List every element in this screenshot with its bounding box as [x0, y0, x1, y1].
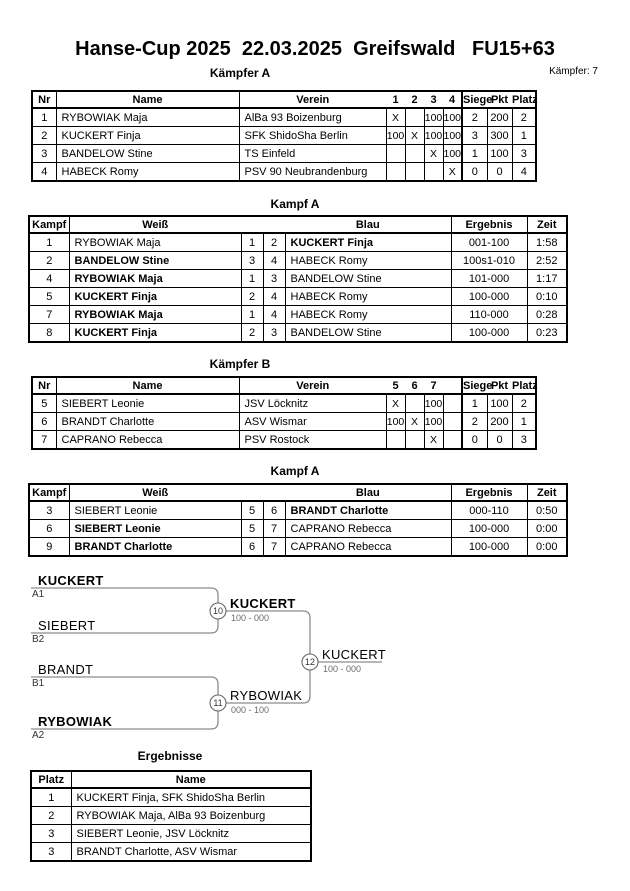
cell-kampf: 5 [29, 288, 69, 306]
cell-weiss-nr: 6 [241, 538, 263, 557]
table-row [31, 843, 311, 862]
col-header-weiss-nr [241, 216, 263, 233]
cell-pkt: 200 [487, 108, 512, 127]
cell-verein: JSV Löcknitz [239, 394, 386, 413]
cell-weiss-nr: 2 [241, 324, 263, 343]
cell-blau-nr: 7 [263, 520, 285, 538]
bracket-seed-label: B2 [32, 634, 45, 645]
cell-verein: AlBa 93 Boizenburg [239, 108, 386, 127]
cell-result-2 [405, 108, 424, 127]
cell-weiss-nr: 1 [241, 270, 263, 288]
col-header-ergebnis: Ergebnis [451, 484, 527, 501]
cell-name: BRANDT Charlotte [56, 413, 239, 431]
cell-blau-nr: 4 [263, 306, 285, 324]
col-header-6: 6 [405, 377, 424, 394]
results-header-row [31, 771, 311, 788]
cell-result-2 [405, 163, 424, 182]
col-header-3: 3 [424, 91, 443, 108]
cell-nr: 7 [32, 431, 56, 450]
section-title-results: Ergebnisse [137, 749, 203, 763]
col-header-weiss: Weiß [69, 484, 241, 501]
cell-zeit: 0:50 [527, 501, 567, 520]
cell-verein: TS Einfeld [239, 145, 386, 163]
cell-name: RYBOWIAK Maja [56, 108, 239, 127]
cell-name: KUCKERT Finja, SFK ShidoSha Berlin [71, 788, 311, 807]
cell-name: HABECK Romy [56, 163, 239, 182]
cell-platz: 1 [512, 413, 536, 431]
cell-kampf: 4 [29, 270, 69, 288]
col-header-siege: Siege [462, 91, 487, 108]
cell-platz: 2 [31, 807, 71, 825]
table-row [31, 825, 311, 843]
cell-result-6 [405, 394, 424, 413]
cell-result-1: 100 [386, 127, 405, 145]
cell-blau: CAPRANO Rebecca [285, 520, 451, 538]
cell-pkt: 0 [487, 163, 512, 182]
col-header-zeit: Zeit [527, 216, 567, 233]
cell-spacer [443, 431, 462, 450]
cell-kampf: 2 [29, 252, 69, 270]
section-title-matches-b: Kampf A [270, 464, 320, 478]
section-title-pool-b: Kämpfer B [209, 357, 271, 371]
cell-ergebnis: 110-000 [451, 306, 527, 324]
table-row [32, 127, 536, 145]
cell-platz: 2 [512, 394, 536, 413]
table-row [29, 501, 567, 520]
cell-result-3: X [424, 145, 443, 163]
cell-siege: 0 [462, 431, 487, 450]
cell-nr: 2 [32, 127, 56, 145]
cell-blau-nr: 4 [263, 252, 285, 270]
matches-a-header-row [29, 216, 567, 233]
cell-pkt: 0 [487, 431, 512, 450]
cell-name: BRANDT Charlotte, ASV Wismar [71, 843, 311, 862]
cell-siege: 1 [462, 145, 487, 163]
col-header-weiss-nr [241, 484, 263, 501]
bracket-semi2-winner: RYBOWIAK [230, 688, 303, 703]
cell-result-5: X [386, 394, 405, 413]
cell-result-7: 100 [424, 413, 443, 431]
cell-weiss: KUCKERT Finja [69, 288, 241, 306]
cell-nr: 4 [32, 163, 56, 182]
cell-result-1: X [386, 108, 405, 127]
cell-kampf: 7 [29, 306, 69, 324]
col-header-weiss: Weiß [69, 216, 241, 233]
col-header-blau: Blau [285, 216, 451, 233]
col-header-blau: Blau [285, 484, 451, 501]
cell-result-5 [386, 431, 405, 450]
table-row [29, 288, 567, 306]
table-row [31, 807, 311, 825]
pool-b-table [31, 376, 537, 450]
col-header-siege: Siege [462, 377, 487, 394]
cell-zeit: 2:52 [527, 252, 567, 270]
table-row [29, 306, 567, 324]
cell-ergebnis: 100-000 [451, 288, 527, 306]
cell-nr: 1 [32, 108, 56, 127]
cell-zeit: 0:00 [527, 538, 567, 557]
cell-kampf: 3 [29, 501, 69, 520]
cell-weiss: BRANDT Charlotte [69, 538, 241, 557]
cell-kampf: 8 [29, 324, 69, 343]
cell-name: CAPRANO Rebecca [56, 431, 239, 450]
table-row [29, 233, 567, 252]
bracket-slot-name: RYBOWIAK [38, 714, 113, 729]
cell-blau: BRANDT Charlotte [285, 501, 451, 520]
cell-verein: ASV Wismar [239, 413, 386, 431]
cell-platz: 3 [512, 145, 536, 163]
fighter-count: Kämpfer: 7 [549, 66, 598, 77]
col-header-platz: Platz [512, 377, 536, 394]
bracket-slot-name: SIEBERT [38, 618, 96, 633]
cell-kampf: 1 [29, 233, 69, 252]
table-row [32, 431, 536, 450]
matches-b-table [28, 483, 568, 557]
cell-result-4: 100 [443, 145, 462, 163]
col-header-spacer [443, 377, 462, 394]
cell-siege: 3 [462, 127, 487, 145]
col-header-pkt: Pkt [487, 91, 512, 108]
match-number: 12 [304, 657, 316, 667]
cell-blau-nr: 7 [263, 538, 285, 557]
col-header-zeit: Zeit [527, 484, 567, 501]
cell-weiss: SIEBERT Leonie [69, 520, 241, 538]
col-header-nr: Nr [32, 377, 56, 394]
col-header-2: 2 [405, 91, 424, 108]
cell-nr: 3 [32, 145, 56, 163]
col-header-platz: Platz [31, 771, 71, 788]
cell-ergebnis: 100-000 [451, 520, 527, 538]
cell-blau: BANDELOW Stine [285, 324, 451, 343]
cell-kampf: 6 [29, 520, 69, 538]
cell-name: SIEBERT Leonie, JSV Löcknitz [71, 825, 311, 843]
cell-ergebnis: 100-000 [451, 324, 527, 343]
cell-pkt: 300 [487, 127, 512, 145]
cell-siege: 0 [462, 163, 487, 182]
cell-weiss: RYBOWIAK Maja [69, 233, 241, 252]
cell-result-1 [386, 163, 405, 182]
pool-b-header-row [32, 377, 536, 394]
cell-name: SIEBERT Leonie [56, 394, 239, 413]
col-header-pkt: Pkt [487, 377, 512, 394]
cell-blau-nr: 6 [263, 501, 285, 520]
cell-weiss: SIEBERT Leonie [69, 501, 241, 520]
cell-result-5: 100 [386, 413, 405, 431]
cell-weiss-nr: 1 [241, 306, 263, 324]
cell-blau-nr: 4 [263, 288, 285, 306]
cell-pkt: 100 [487, 394, 512, 413]
cell-weiss: KUCKERT Finja [69, 324, 241, 343]
cell-ergebnis: 100s1-010 [451, 252, 527, 270]
cell-result-3: 100 [424, 127, 443, 145]
page-title: Hanse-Cup 2025 22.03.2025 Greifswald FU15+63 [75, 38, 555, 60]
cell-name: BANDELOW Stine [56, 145, 239, 163]
cell-siege: 2 [462, 413, 487, 431]
col-header-4: 4 [443, 91, 462, 108]
table-row [31, 788, 311, 807]
cell-result-2: X [405, 127, 424, 145]
cell-platz: 1 [31, 788, 71, 807]
cell-nr: 5 [32, 394, 56, 413]
cell-ergebnis: 001-100 [451, 233, 527, 252]
cell-weiss-nr: 3 [241, 252, 263, 270]
col-header-verein: Verein [239, 91, 386, 108]
table-row [32, 145, 536, 163]
cell-nr: 6 [32, 413, 56, 431]
cell-zeit: 1:17 [527, 270, 567, 288]
table-row [29, 270, 567, 288]
pool-a-table [31, 90, 537, 182]
cell-siege: 1 [462, 394, 487, 413]
bracket-slot-name: BRANDT [38, 662, 94, 677]
cell-blau: CAPRANO Rebecca [285, 538, 451, 557]
cell-zeit: 0:10 [527, 288, 567, 306]
cell-result-3: 100 [424, 108, 443, 127]
bracket-lines [0, 560, 630, 760]
cell-weiss-nr: 5 [241, 501, 263, 520]
cell-result-2 [405, 145, 424, 163]
cell-result-3 [424, 163, 443, 182]
cell-name: KUCKERT Finja [56, 127, 239, 145]
col-header-verein: Verein [239, 377, 386, 394]
cell-verein: PSV Rostock [239, 431, 386, 450]
cell-platz: 4 [512, 163, 536, 182]
cell-result-4: 100 [443, 108, 462, 127]
cell-blau-nr: 3 [263, 270, 285, 288]
table-row [32, 108, 536, 127]
bracket-seed-label: B1 [32, 678, 45, 689]
cell-platz: 1 [512, 127, 536, 145]
table-row [32, 394, 536, 413]
cell-weiss: BANDELOW Stine [69, 252, 241, 270]
cell-result-4: X [443, 163, 462, 182]
match-number: 11 [213, 698, 223, 708]
matches-a-table [28, 215, 568, 343]
col-header-name: Name [71, 771, 311, 788]
col-header-ergebnis: Ergebnis [451, 216, 527, 233]
section-title-pool-a: Kämpfer A [209, 66, 271, 80]
cell-weiss: RYBOWIAK Maja [69, 306, 241, 324]
pool-a-header-row [32, 91, 536, 108]
cell-blau: BANDELOW Stine [285, 270, 451, 288]
col-header-7: 7 [424, 377, 443, 394]
col-header-platz: Platz [512, 91, 536, 108]
bracket-slot-name: KUCKERT [38, 573, 104, 588]
col-header-blau-nr [263, 484, 285, 501]
table-row [29, 252, 567, 270]
cell-result-1 [386, 145, 405, 163]
cell-zeit: 0:00 [527, 520, 567, 538]
table-row [29, 538, 567, 557]
cell-ergebnis: 101-000 [451, 270, 527, 288]
col-header-name: Name [56, 91, 239, 108]
table-row [32, 413, 536, 431]
cell-blau-nr: 2 [263, 233, 285, 252]
bracket-semi1-score: 100 - 000 [231, 613, 270, 623]
results-table [30, 770, 312, 862]
bracket-final-winner: KUCKERT [322, 647, 386, 662]
cell-result-7: X [424, 431, 443, 450]
col-header-name: Name [56, 377, 239, 394]
cell-result-6: X [405, 413, 424, 431]
cell-pkt: 100 [487, 145, 512, 163]
table-row [29, 324, 567, 343]
cell-weiss-nr: 2 [241, 288, 263, 306]
cell-blau: HABECK Romy [285, 306, 451, 324]
col-header-1: 1 [386, 91, 405, 108]
cell-platz: 2 [512, 108, 536, 127]
col-header-blau-nr [263, 216, 285, 233]
section-title-matches-a: Kampf A [270, 197, 320, 211]
cell-result-4: 100 [443, 127, 462, 145]
col-header-5: 5 [386, 377, 405, 394]
cell-verein: SFK ShidoSha Berlin [239, 127, 386, 145]
cell-blau: KUCKERT Finja [285, 233, 451, 252]
col-header-kampf: Kampf [29, 484, 69, 501]
table-row [32, 163, 536, 182]
bracket-semi1-winner: KUCKERT [230, 596, 296, 611]
cell-zeit: 0:28 [527, 306, 567, 324]
cell-zeit: 0:23 [527, 324, 567, 343]
table-row [29, 520, 567, 538]
cell-platz: 3 [512, 431, 536, 450]
cell-kampf: 9 [29, 538, 69, 557]
bracket-seed-label: A1 [32, 589, 45, 600]
col-header-kampf: Kampf [29, 216, 69, 233]
cell-weiss: RYBOWIAK Maja [69, 270, 241, 288]
bracket-seed-label: A2 [32, 730, 45, 741]
cell-ergebnis: 000-110 [451, 501, 527, 520]
cell-ergebnis: 100-000 [451, 538, 527, 557]
cell-blau: HABECK Romy [285, 288, 451, 306]
cell-weiss-nr: 1 [241, 233, 263, 252]
cell-spacer [443, 413, 462, 431]
cell-platz: 3 [31, 843, 71, 862]
cell-result-7: 100 [424, 394, 443, 413]
bracket-semi2-score: 000 - 100 [231, 705, 270, 715]
col-header-nr: Nr [32, 91, 56, 108]
match-number: 10 [212, 606, 224, 616]
cell-platz: 3 [31, 825, 71, 843]
cell-verein: PSV 90 Neubrandenburg [239, 163, 386, 182]
cell-spacer [443, 394, 462, 413]
cell-zeit: 1:58 [527, 233, 567, 252]
cell-result-6 [405, 431, 424, 450]
cell-siege: 2 [462, 108, 487, 127]
cell-weiss-nr: 5 [241, 520, 263, 538]
cell-blau-nr: 3 [263, 324, 285, 343]
cell-blau: HABECK Romy [285, 252, 451, 270]
cell-pkt: 200 [487, 413, 512, 431]
matches-b-header-row [29, 484, 567, 501]
bracket-final-score: 100 - 000 [323, 664, 362, 674]
cell-name: RYBOWIAK Maja, AlBa 93 Boizenburg [71, 807, 311, 825]
